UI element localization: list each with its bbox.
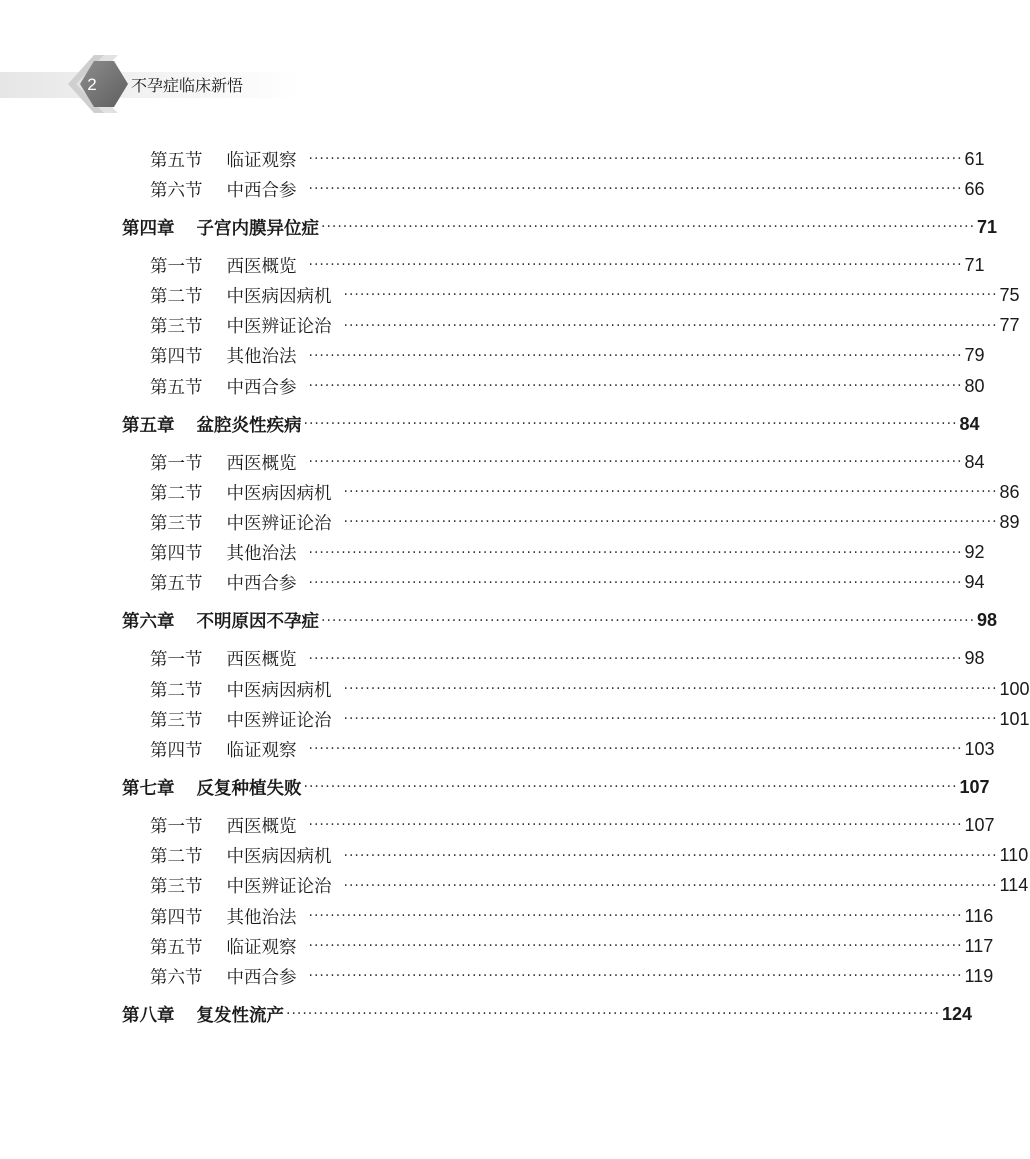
toc-section-row — [150, 478, 1020, 506]
toc-label: 第五节 — [150, 574, 203, 595]
page-number: 2 — [87, 75, 97, 94]
toc-section-row — [150, 508, 1020, 536]
toc-page-number: 117 — [964, 935, 994, 956]
toc-leader-dots: ························································································································ — [343, 287, 998, 304]
toc-title: 中西合参 — [226, 967, 297, 988]
toc-leader-dots: ························································································································ — [343, 484, 998, 501]
toc-title: 其他治法 — [226, 544, 297, 565]
toc-label: 第三节 — [150, 710, 203, 731]
toc-label: 第二节 — [150, 483, 203, 504]
toc-title: 临证观察 — [226, 937, 297, 958]
toc-title: 西医概览 — [226, 256, 297, 277]
toc-label: 第六章 — [122, 612, 175, 633]
toc-leader-dots: ························································································································ — [343, 681, 998, 697]
toc-leader-dots: ························································································································ — [343, 877, 998, 894]
toc-chapter-row — [122, 773, 990, 801]
toc-page-number: 71 — [964, 254, 985, 275]
toc-leader-dots: ························································································································ — [308, 378, 963, 394]
toc-section-row — [150, 539, 985, 567]
toc-title: 临证观察 — [226, 740, 297, 761]
toc-leader-dots: ························································································································ — [308, 257, 963, 274]
toc-leader-dots: ························································································································ — [308, 968, 963, 985]
toc-section-row — [150, 932, 994, 960]
toc-section-row — [150, 902, 994, 930]
toc-section-row — [150, 645, 985, 673]
toc-label: 第五节 — [150, 150, 203, 171]
toc-title: 反复种植失败 — [196, 778, 302, 799]
toc-page-number: 119 — [964, 965, 994, 986]
toc-title: 中西合参 — [226, 574, 297, 595]
toc-title: 子宫内膜异位症 — [196, 218, 319, 239]
toc-section-row — [150, 145, 985, 173]
toc-label: 第四节 — [150, 347, 203, 368]
toc-page-number: 107 — [964, 814, 995, 835]
toc-page-number: 107 — [959, 776, 990, 797]
toc-page-number: 124 — [942, 1003, 973, 1024]
toc-page-number: 101 — [999, 708, 1030, 729]
toc-leader-dots: ························································································································ — [286, 1006, 941, 1023]
toc-title: 中西合参 — [226, 377, 297, 398]
toc-label: 第四节 — [150, 740, 203, 761]
toc-page-number: 61 — [964, 148, 985, 169]
toc-leader-dots: ························································································································ — [308, 741, 963, 758]
toc-page-number: 77 — [999, 315, 1020, 336]
toc-title: 中医病因病机 — [226, 680, 332, 701]
toc-page-number: 84 — [959, 413, 980, 434]
toc-title: 中医辨证论治 — [226, 877, 332, 898]
toc-chapter-row — [122, 213, 998, 241]
toc-leader-dots: ························································································································ — [308, 181, 963, 198]
toc-label: 第七章 — [122, 778, 175, 799]
toc-title: 其他治法 — [226, 347, 297, 368]
toc-leader-dots: ························································································································ — [343, 317, 998, 334]
toc-label: 第三节 — [150, 877, 203, 898]
toc-label: 第六节 — [150, 180, 203, 201]
toc-title: 中西合参 — [226, 180, 297, 201]
toc-leader-dots: ························································································································ — [308, 817, 963, 834]
toc-label: 第四节 — [150, 907, 203, 928]
toc-section-row — [150, 569, 985, 597]
toc-label: 第六节 — [150, 967, 203, 988]
toc-page-number: 110 — [999, 845, 1029, 866]
toc-title: 中医病因病机 — [226, 286, 332, 307]
toc-title: 中医辨证论治 — [226, 710, 332, 731]
toc-title: 西医概览 — [226, 650, 297, 671]
toc-label: 第四章 — [122, 218, 175, 239]
toc-section-row — [150, 448, 985, 476]
toc-page-number: 100 — [999, 678, 1030, 699]
toc-page-number: 98 — [977, 610, 998, 631]
toc-leader-dots: ························································································································ — [308, 151, 963, 167]
book-title: 不孕症临床新悟 — [131, 76, 244, 95]
toc-page-number: 98 — [964, 648, 985, 669]
toc-leader-dots: ························································································································ — [343, 514, 998, 531]
toc-page-number: 86 — [999, 481, 1020, 502]
toc-chapter-row — [122, 607, 998, 635]
toc-title: 中医病因病机 — [226, 847, 332, 868]
toc-chapter-row — [122, 410, 980, 438]
toc-leader-dots: ························································································································ — [321, 612, 976, 629]
toc-page-number: 79 — [964, 345, 985, 366]
toc-label: 第三节 — [150, 513, 203, 534]
toc-section-row — [150, 811, 995, 839]
toc-section-row — [150, 962, 994, 990]
toc-leader-dots: ························································································································ — [308, 908, 963, 924]
toc-page-number: 80 — [964, 375, 985, 396]
toc-page-number: 116 — [964, 905, 994, 926]
toc-label: 第二节 — [150, 286, 203, 307]
toc-leader-dots: ························································································································ — [308, 938, 963, 955]
toc-label: 第五章 — [122, 415, 175, 436]
toc-label: 第二节 — [150, 847, 203, 868]
toc-title: 复发性流产 — [196, 1005, 284, 1026]
toc-page-number: 94 — [964, 572, 985, 593]
toc-leader-dots: ························································································································ — [321, 219, 976, 236]
toc-leader-dots: ························································································································ — [308, 650, 963, 667]
toc-leader-dots: ························································································································ — [308, 544, 963, 561]
toc-leader-dots: ························································································································ — [308, 574, 963, 591]
toc-page-number: 114 — [999, 875, 1029, 896]
toc-label: 第一节 — [150, 453, 203, 474]
toc-label: 第一节 — [150, 256, 203, 277]
toc-leader-dots: ························································································································ — [308, 454, 963, 470]
toc-title: 盆腔炎性疾病 — [196, 415, 302, 436]
toc-leader-dots: ························································································································ — [303, 416, 958, 432]
toc-section-row — [150, 312, 1020, 340]
toc-label: 第八章 — [122, 1005, 175, 1026]
toc-label: 第一节 — [150, 650, 203, 671]
toc-title: 西医概览 — [226, 453, 297, 474]
toc-section-row — [150, 735, 995, 763]
toc-page-number: 92 — [964, 542, 985, 563]
toc-label: 第二节 — [150, 680, 203, 701]
toc-page-number: 71 — [977, 216, 998, 237]
toc-chapter-row — [122, 1000, 973, 1028]
toc-title: 中医病因病机 — [226, 483, 332, 504]
toc-section-row — [150, 342, 985, 370]
toc-title: 不明原因不孕症 — [196, 612, 319, 633]
toc-page-number: 84 — [964, 451, 985, 472]
toc-label: 第一节 — [150, 816, 203, 837]
toc-section-row — [150, 175, 985, 203]
toc-section-row — [150, 705, 1030, 733]
toc-label: 第五节 — [150, 937, 203, 958]
toc-page-number: 66 — [964, 178, 985, 199]
toc-section-row — [150, 872, 1029, 900]
toc-title: 其他治法 — [226, 907, 297, 928]
toc-title: 临证观察 — [226, 150, 297, 171]
toc-section-row — [150, 281, 1020, 309]
toc-page-number: 75 — [999, 284, 1020, 305]
toc-title: 中医辨证论治 — [226, 513, 332, 534]
toc-section-row — [150, 372, 985, 400]
toc-title: 西医概览 — [226, 816, 297, 837]
toc-label: 第五节 — [150, 377, 203, 398]
toc-section-row — [150, 251, 985, 279]
toc-label: 第四节 — [150, 544, 203, 565]
toc-leader-dots: ························································································································ — [343, 711, 998, 728]
toc-section-row — [150, 842, 1029, 870]
toc-page-number: 103 — [964, 738, 995, 759]
toc-leader-dots: ························································································································ — [303, 779, 958, 796]
toc-section-row — [150, 675, 1030, 703]
toc-page-number: 89 — [999, 511, 1020, 532]
toc-title: 中医辨证论治 — [226, 317, 332, 338]
toc-label: 第三节 — [150, 317, 203, 338]
toc-leader-dots: ························································································································ — [343, 847, 998, 864]
toc-leader-dots: ························································································································ — [308, 347, 963, 364]
